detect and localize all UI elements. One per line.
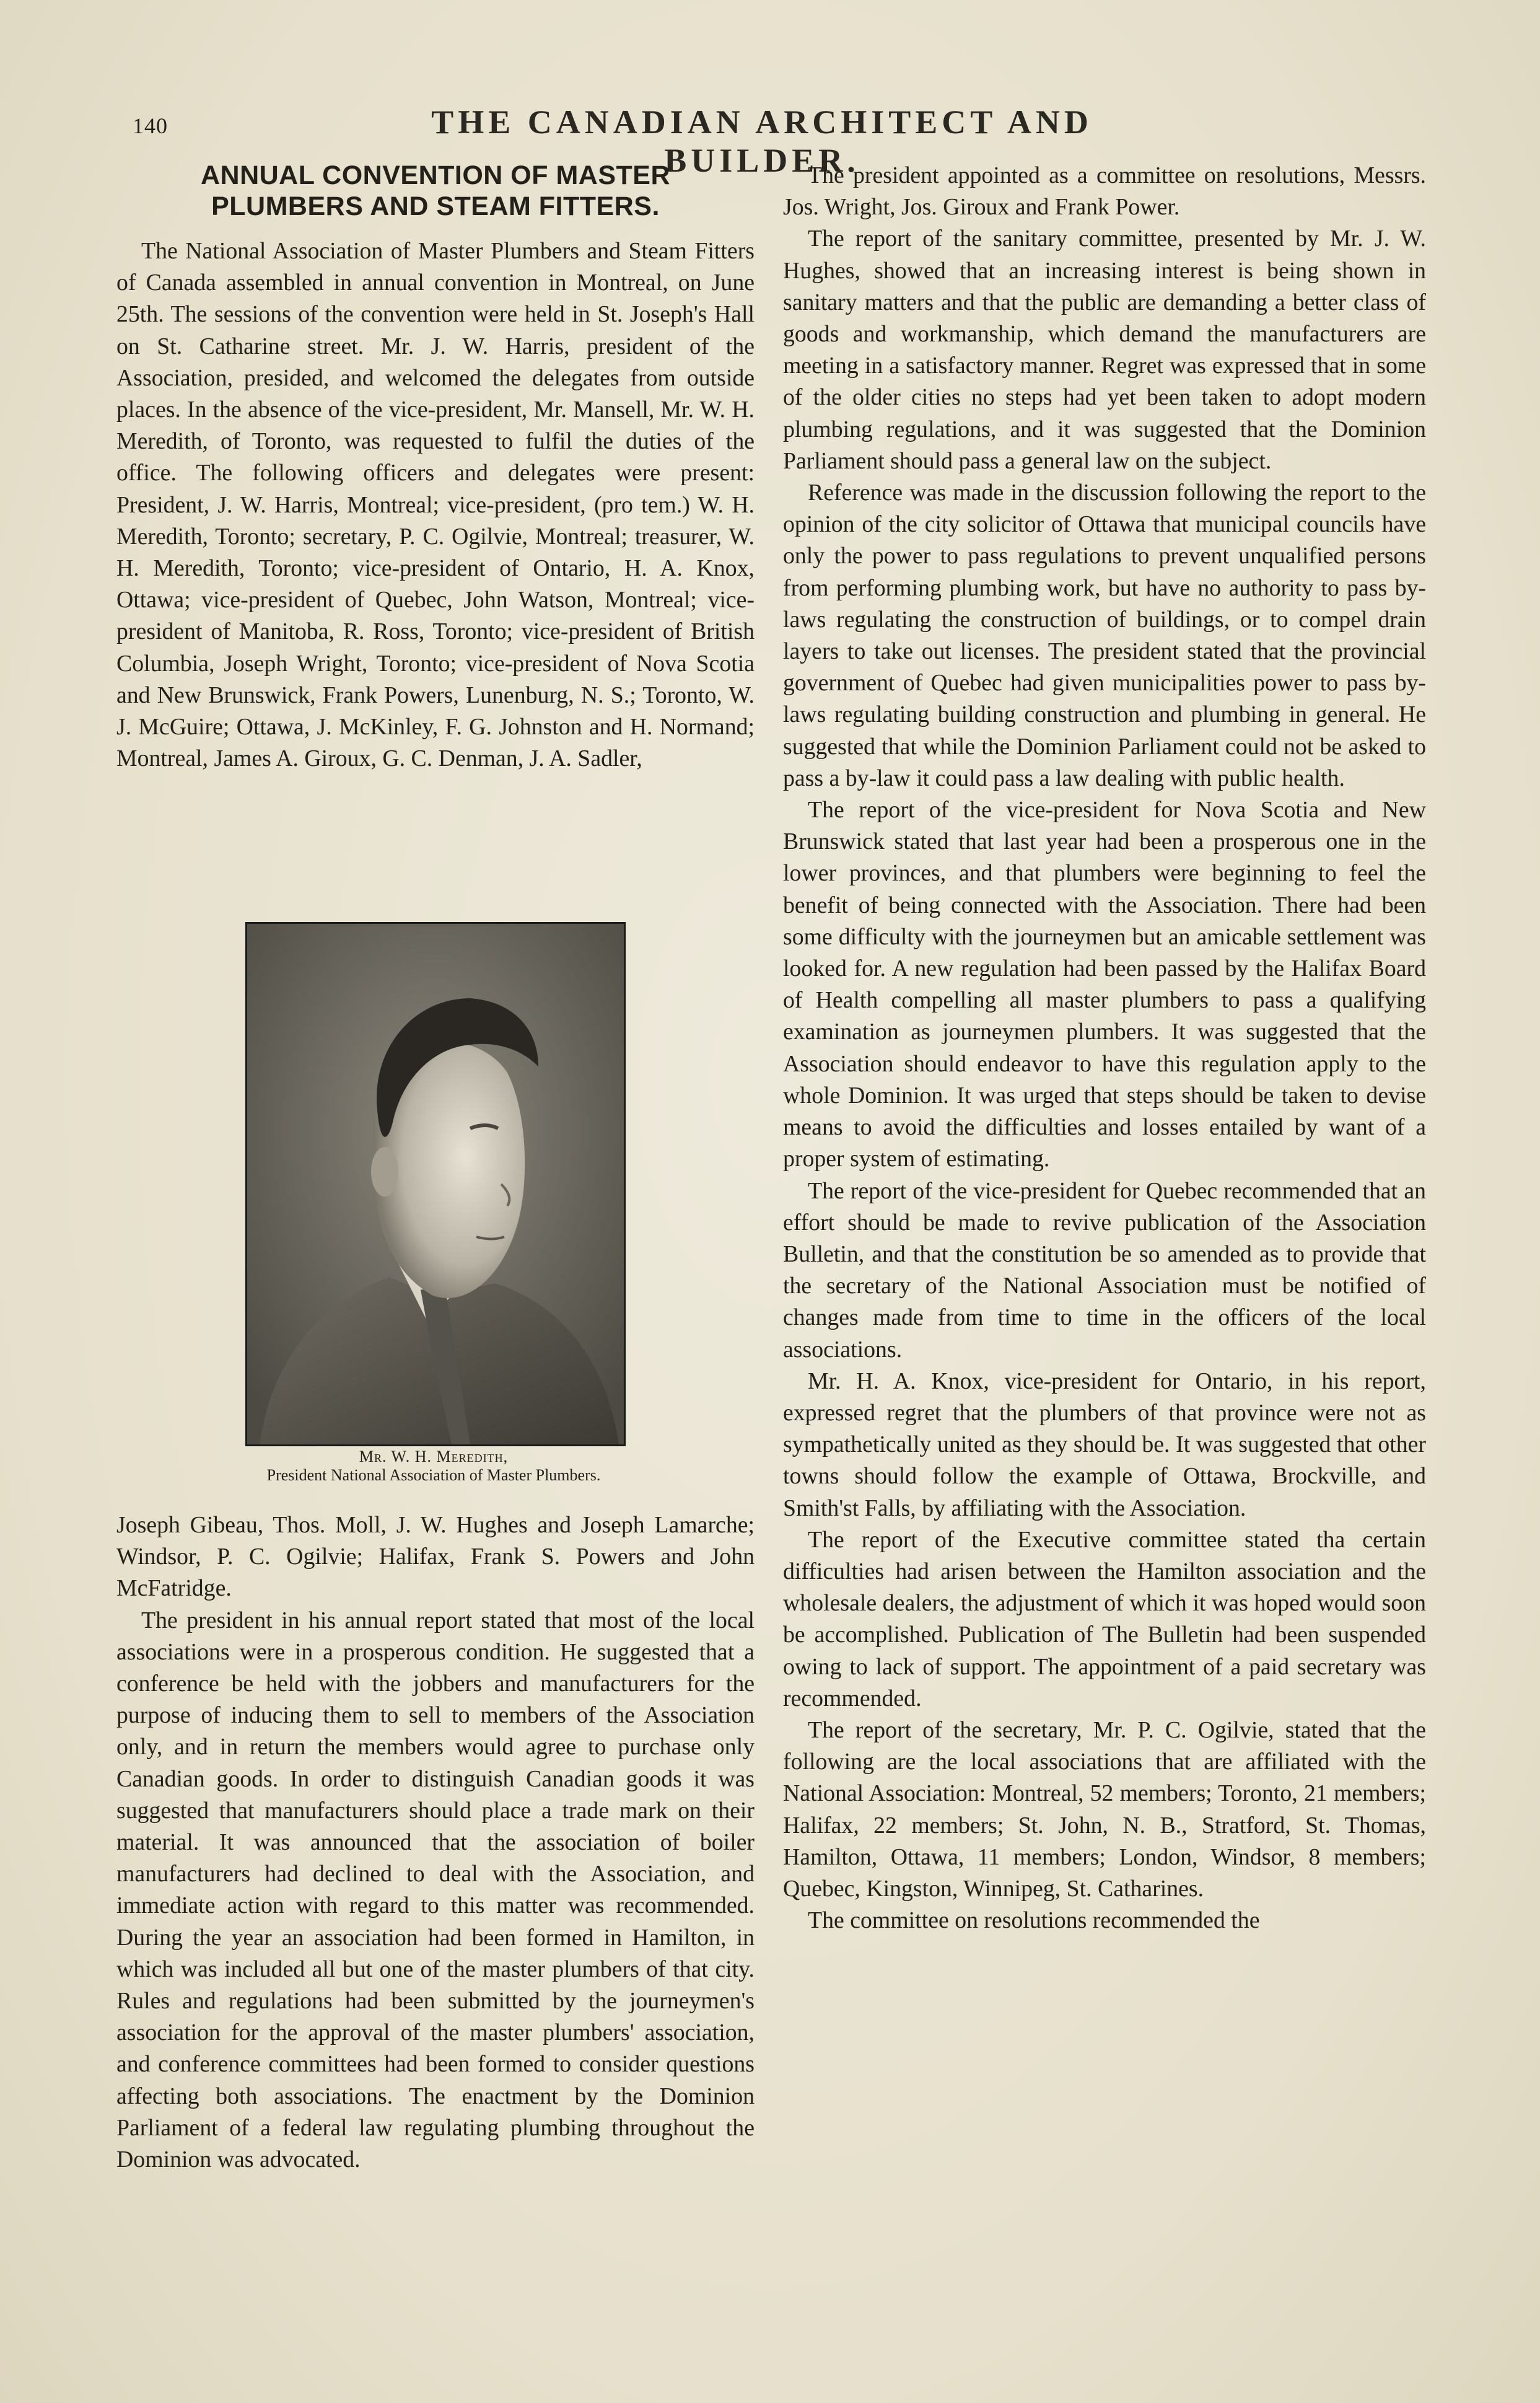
paragraph: Reference was made in the discussion following the report to the opinion of the city solicitor of Ottawa that municipal councils have only the power to pass regulations to prevent unqualified persons from performing plumbing work, but have no authority to pass by-laws regulating the construction of buildings, or to compel drain layers to take out licenses. The president stated that the provincial government of Quebec had given municipalities power to pass by-laws regulating building construction and plumbing in general. He suggested that while the Dominion Parliament could not be asked to pass a by-law it could pass a law dealing with public health. xyxy=(783,480,1426,791)
paragraph: The committee on resolutions recommended the xyxy=(808,1907,1260,1934)
portrait-image xyxy=(247,924,624,1444)
headline-line-1: ANNUAL CONVENTION OF MASTER xyxy=(200,160,671,190)
headline-line-2: PLUMBERS AND STEAM FITTERS. xyxy=(211,191,660,221)
caption-name: Mr. W. H. Meredith, xyxy=(359,1448,509,1465)
paragraph: The report of the vice-president for Nova Scotia and New Brunswick stated that last year had been a prosperous one in the lower provinces, and that plumbers were beginning to feel the benefit of being connected with the Association. There had been some difficulty with the journeymen but an amicable settlement was looked for. A new regulation had been passed by the Halifax Board of Health compelling all master plumbers to pass a qualifying examination as journeymen plumbers. It was suggested that the Association should endeavor to have this regulation apply to the whole Dominion. It was urged that steps should be taken to devise means to avoid the difficulties and losses entailed by want of a proper system of estimating. xyxy=(783,797,1426,1172)
left-column-lower xyxy=(116,1509,755,2176)
figure-caption xyxy=(186,1448,681,1485)
caption-title: President National Association of Master Plumbers. xyxy=(266,1466,601,1484)
right-column xyxy=(783,160,1426,1936)
paragraph: The report of the sanitary committee, presented by Mr. J. W. Hughes, showed that an increasing interest is being shown in sanitary matters and that the public are demanding a better class of goods and workmanship, which demand the manufacturers are meeting in a satisfactory manner. Regret was expressed that in some of the older cities no steps had yet been taken to adopt modern plumbing regulations, and it was suggested that the Dominion Parliament should pass a general law on the subject. xyxy=(783,226,1426,474)
paragraph: The National Association of Master Plumbers and Steam Fitters of Canada assembled in annual convention in Montreal, on June 25th. The sessions of the convention were held in St. Joseph's Hall on St. Catharine street. Mr. J. W. Harris, president of the Association, presided, and welcomed the delegates from outside places. In the absence of the vice-president, Mr. Mansell, Mr. W. H. Meredith, of Toronto, was requested to fulfil the duties of the office. The following officers and delegates were present: President, J. W. Harris, Montreal; vice-president, (pro tem.) W. H. Meredith, Toronto; secretary, P. C. Ogilvie, Montreal; treasurer, W. H. Meredith, Toronto; vice-president of Ontario, H. A. Knox, Ottawa; vice-president of Quebec, John Watson, Montreal; vice-president of Manitoba, R. Ross, Toronto; vice-president of British Columbia, Joseph Wright, Toronto; vice-president of Nova Scotia and New Brunswick, Frank Powers, Lunenburg, N. S.; Toronto, W. J. McGuire; Ottawa, J. McKinley, F. G. Johnston and H. Normand; Montreal, James A. Giroux, G. C. Denman, J. A. Sadler, xyxy=(116,238,755,772)
article-headline xyxy=(116,160,755,222)
paragraph: The report of the vice-president for Quebec recommended that an effort should be made to revive publication of the Association Bulletin, and that the constitution be so amended as to provide that the secretary of the National Association must be notified of changes made from time to time in the officers of the local associations. xyxy=(783,1177,1426,1363)
page-number: 140 xyxy=(133,113,168,138)
paragraph: Joseph Gibeau, Thos. Moll, J. W. Hughes and Joseph Lamarche; Windsor, P. C. Ogilvie; Halifax, Frank S. Powers and John McFatridge. xyxy=(116,1512,755,1602)
left-column xyxy=(116,160,755,775)
paragraph: The president in his annual report stated that most of the local associations were in a prosperous condition. He suggested that a conference be held with the jobbers and manufacturers for the purpose of inducing them to sell to members of the Association only, and in return the members would agree to purchase only Canadian goods. In order to distinguish Canadian goods it was suggested that manufacturers should place a trade mark on their material. It was announced that the association of boiler manufacturers had declined to deal with the Association, and immediate action with regard to this matter was recommended. During the year an association had been formed in Hamilton, in which was included all but one of the master plumbers of that city. Rules and regulations had been submitted by the journeymen's association for the approval of the master plumbers' association, and conference committees had been formed to consider questions affecting both associations. The enactment by the Dominion Parliament of a federal law regulating plumbing throughout the Dominion was advocated. xyxy=(116,1607,755,2173)
portrait-photo xyxy=(245,922,626,1446)
paragraph: The president appointed as a committee on resolutions, Messrs. Jos. Wright, Jos. Giroux and Frank Power. xyxy=(783,162,1426,221)
paragraph: Mr. H. A. Knox, vice-president for Ontario, in his report, expressed regret that the plumbers of that province were not as sympathetically united as they should be. It was suggested that other towns should follow the example of Ottawa, Brockville, and Smith'st Falls, by affiliating with the Association. xyxy=(783,1368,1426,1521)
paragraph: The report of the secretary, Mr. P. C. Ogilvie, stated that the following are the local associations that are affiliated with the National Association: Montreal, 52 members; Toronto, 21 members; Halifax, 22 members; St. John, N. B., Stratford, St. Thomas, Hamilton, Ottawa, 11 members; London, Windsor, 8 members; Quebec, Kingston, Winnipeg, St. Catharines. xyxy=(783,1716,1426,1902)
running-head: THE CANADIAN ARCHITECT AND BUILDER. xyxy=(431,103,1093,179)
paragraph: The report of the Executive committee stated tha certain difficulties had arisen between the Hamilton association and the wholesale dealers, the adjustment of which it was hoped would soon be accomplished. Publication of The Bulletin had been suspended owing to lack of support. The appointment of a paid secretary was recommended. xyxy=(783,1526,1426,1711)
